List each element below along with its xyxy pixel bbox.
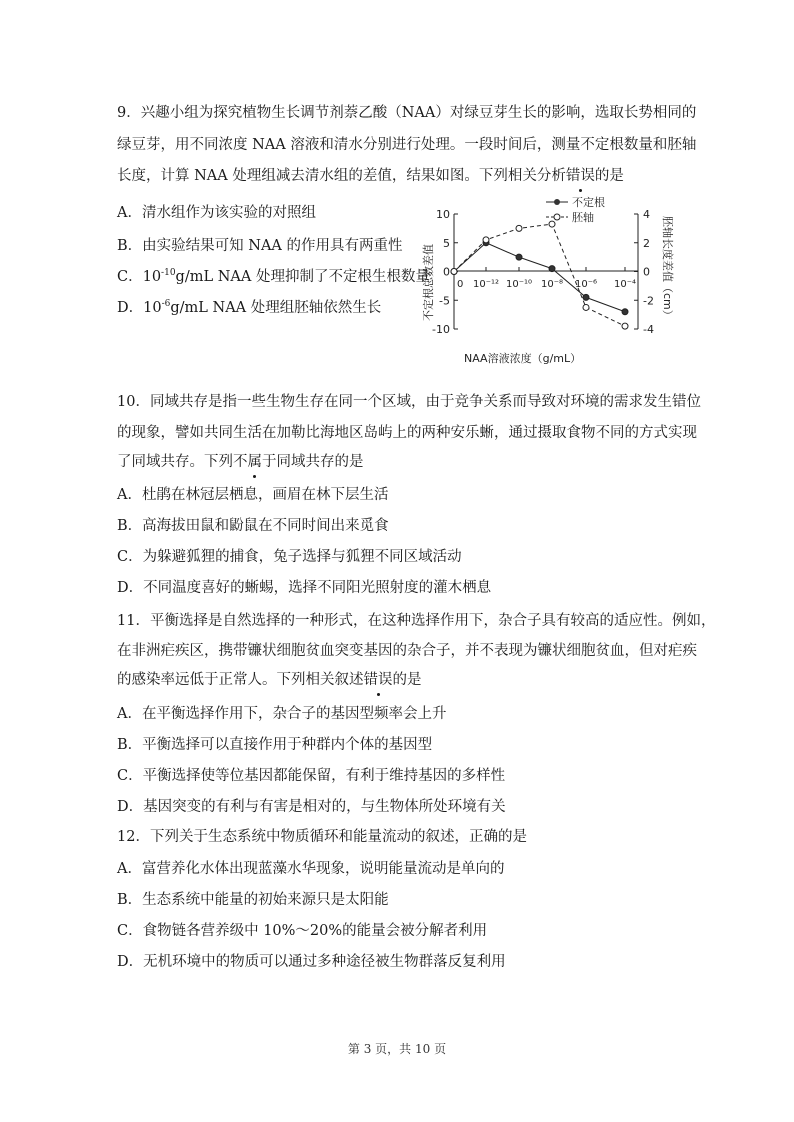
x-axis-label: NAA溶液浓度（g/mL） [464, 352, 582, 365]
right-tick-label: 4 [643, 208, 650, 221]
x-tick-label: 10⁻⁶ [574, 279, 598, 290]
legend-label-hypocotyl: 胚轴 [572, 211, 594, 224]
q9-option-c: C．$10^{-10}g/mL$ NAA 处理抑制了不定根生根数量 [117, 268, 430, 285]
q11-stem-line-1: 11．平衡选择是自然选择的一种形式，在这种选择作用下，杂合子具有较高的适应性。例如， [117, 613, 716, 629]
x-tick-label: 0 [457, 279, 464, 290]
q12-option-b: B．生态系统中能量的初始来源只是太阳能 [117, 892, 389, 908]
series-line-root [454, 243, 625, 312]
right-tick-label: 2 [643, 236, 650, 250]
q11-option-a: A．在平衡选择作用下，杂合子的基因型频率会上升 [117, 706, 447, 722]
q9-option-b: B．由实验结果可知 NAA 的作用具有两重性 [117, 238, 403, 254]
x-tick-label: 10⁻¹⁰ [505, 279, 533, 290]
data-point-hypocotyl [549, 221, 555, 227]
x-tick-label: 10⁻⁴ [613, 279, 637, 290]
q11-option-b: B．平衡选择可以直接作用于种群内个体的基因型 [117, 737, 433, 753]
q12-option-d: D．无机环境中的物质可以通过多种途径被生物群落反复利用 [117, 954, 506, 970]
q9-emphasis: 错误 [565, 168, 595, 184]
data-point-hypocotyl [583, 304, 589, 310]
right-ticks [634, 208, 654, 336]
q11-stem-line-3: 的感染率远低于正常人。下列相关叙述错误的是 [117, 672, 422, 688]
legend-marker-root [554, 199, 560, 205]
data-point-hypocotyl [483, 237, 489, 243]
q10-option-d: D．不同温度喜好的蜥蜴，选择不同阳光照射度的灌木栖息 [117, 580, 492, 596]
q9-stem-line-1: 9．兴趣小组为探究植物生长调节剂萘乙酸（NAA）对绿豆芽生长的影响，选取长势相同的 [117, 105, 697, 121]
data-point-hypocotyl [622, 323, 628, 329]
q12-option-a: A．富营养化水体出现蓝藻水华现象，说明能量流动是单向的 [117, 861, 505, 877]
left-tick-label: 0 [443, 265, 450, 279]
q10-option-a: A．杜鹃在林冠层栖息，画眉在林下层生活 [117, 487, 389, 503]
legend-label-root: 不定根 [572, 196, 605, 209]
right-tick-label: -4 [643, 323, 654, 336]
q11-stem-line-2: 在非洲疟疾区，携带镰状细胞贫血突变基因的杂合子，并不表现为镰状细胞贫血，但对疟疾 [117, 643, 697, 659]
right-tick-label: -2 [643, 294, 654, 308]
chart-axes [454, 214, 638, 329]
data-point-root [549, 266, 555, 272]
series-layer [451, 221, 628, 329]
q12-stem: 12．下列关于生态系统中物质循环和能量流动的叙述，正确的是 [117, 829, 527, 845]
legend-marker-hypocotyl [554, 214, 560, 220]
q10-stem-line-2: 的现象，譬如共同生活在加勒比海地区岛屿上的两种安乐蜥，通过摄取食物不同的方式实现 [117, 425, 697, 441]
y-right-label: 胚轴长度差值（cm） [661, 216, 674, 321]
data-point-root [583, 294, 589, 300]
data-point-root [622, 309, 628, 315]
left-tick-label: -10 [432, 323, 450, 336]
right-tick-label: 0 [643, 265, 650, 279]
q10-stem-line-1: 10．同域共存是指一些生物生存在同一个区域，由于竞争关系而导致对环境的需求发生错位 [117, 394, 701, 410]
q10-option-b: B．高海拔田鼠和鼢鼠在不同时间出来觅食 [117, 518, 389, 534]
q10-option-c: C．为躲避狐狸的捕食，兔子选择与狐狸不同区域活动 [117, 549, 462, 565]
left-tick-label: 10 [436, 208, 450, 221]
data-point-root [516, 254, 522, 260]
q9-stem-line-3: 长度，计算 NAA 处理组减去清水组的差值，结果如图。下列相关分析错误的是 [117, 168, 624, 184]
q9-option-d: D．$10^{-6}g/mL$ NAA 处理组胚轴依然生长 [117, 299, 382, 316]
left-tick-label: -5 [439, 294, 450, 308]
q11-option-d: D．基因突变的有利与有害是相对的，与生物体所处环境有关 [117, 799, 506, 815]
x-tick-label: 10⁻⁸ [540, 279, 564, 290]
naa-chart [412, 196, 684, 368]
page-footer: 第 3 页，共 10 页 [347, 1042, 447, 1056]
q10-emphasis: 不属于 [233, 454, 277, 470]
q11-emphasis: 错误 [363, 672, 393, 688]
q11-option-c: C．平衡选择使等位基因都能保留，有利于维持基因的多样性 [117, 768, 506, 784]
legend [546, 196, 605, 224]
q9-stem-line-2: 绿豆芽，用不同浓度 NAA 溶液和清水分别进行处理。一段时间后，测量不定根数量和胚轴 [117, 137, 697, 153]
data-point-hypocotyl [451, 269, 457, 275]
x-tick-label: 10⁻¹² [472, 279, 500, 290]
x-ticks [454, 267, 636, 290]
left-tick-label: 5 [443, 236, 450, 250]
q10-stem-line-3: 了同域共存。下列不属于同域共存的是 [117, 454, 364, 470]
q12-option-c: C．食物链各营养级中 10%～20%的能量会被分解者利用 [117, 923, 488, 939]
y-left-label: 不定根总数差值 [422, 244, 435, 321]
data-point-hypocotyl [516, 225, 522, 231]
q9-option-a: A．清水组作为该实验的对照组 [117, 205, 316, 221]
series-line-hypocotyl [454, 224, 625, 326]
